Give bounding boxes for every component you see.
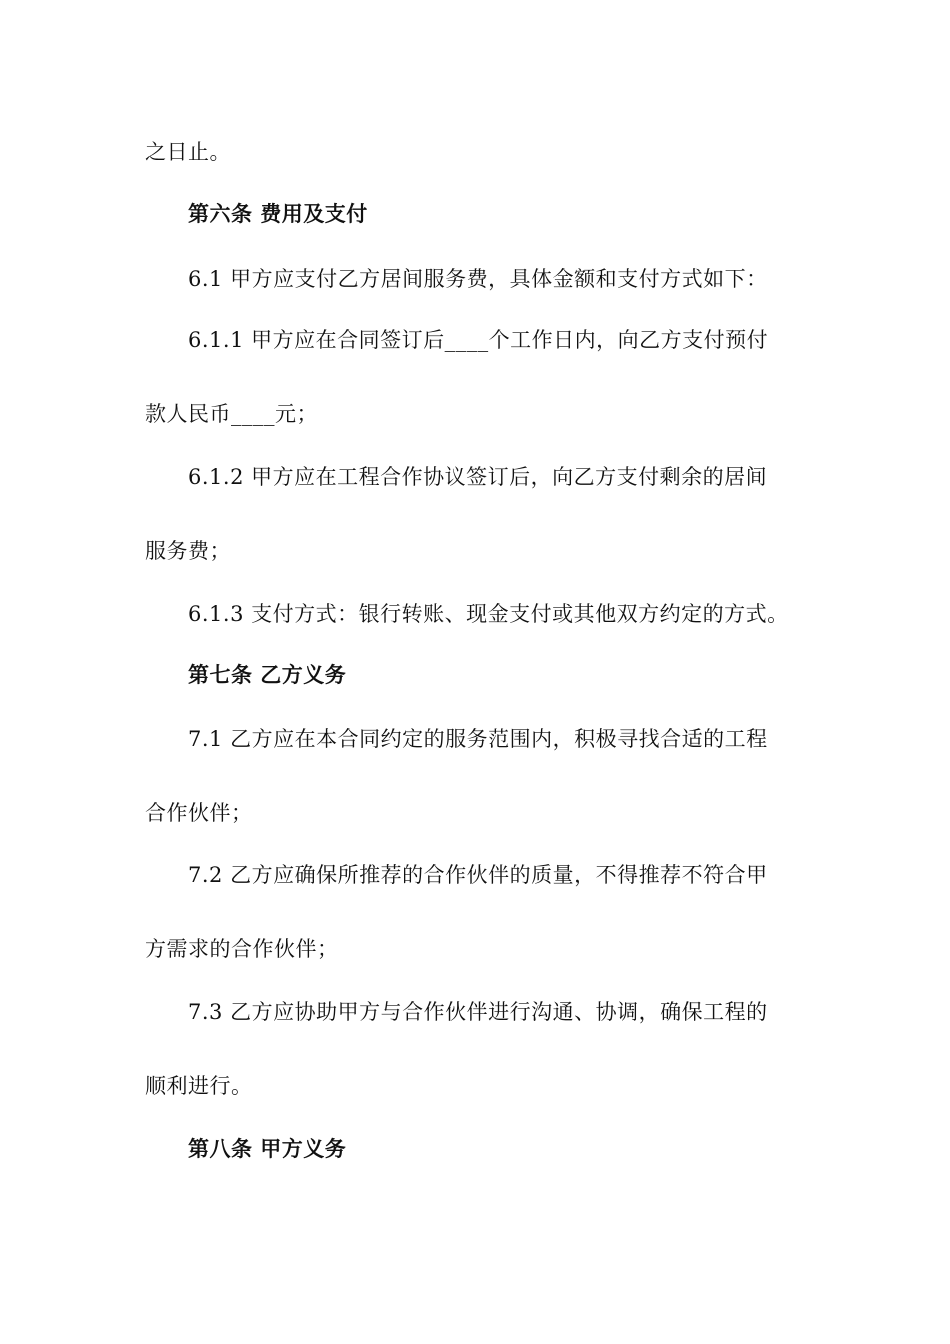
clause-6-1-1-cont: 款人民币____元； [145,402,318,426]
clause-7-2-cont: 方需求的合作伙伴； [145,937,339,961]
clause-6-1-2: 6.1.2 甲方应在工程合作协议签订后，向乙方支付剩余的居间 [188,465,768,489]
article-7-heading: 第七条 乙方义务 [188,662,347,687]
clause-6-1: 6.1 甲方应支付乙方居间服务费，具体金额和支付方式如下： [188,267,768,291]
clause-6-1-2-cont: 服务费； [145,539,231,563]
clause-7-2: 7.2 乙方应确保所推荐的合作伙伴的质量，不得推荐不符合甲 [188,863,768,887]
clause-6-1-1: 6.1.1 甲方应在合同签订后____个工作日内，向乙方支付预付 [188,328,769,352]
clause-7-1-cont: 合作伙伴； [145,801,253,825]
clause-6-1-3: 6.1.3 支付方式：银行转账、现金支付或其他双方约定的方式。 [188,602,789,626]
clause-7-3-cont: 顺利进行。 [145,1074,253,1098]
article-8-heading: 第八条 甲方义务 [188,1136,347,1161]
clause-7-1: 7.1 乙方应在本合同约定的服务范围内，积极寻找合适的工程 [188,727,768,751]
continued-text: 之日止。 [145,140,231,164]
clause-7-3: 7.3 乙方应协助甲方与合作伙伴进行沟通、协调，确保工程的 [188,1000,768,1024]
article-6-heading: 第六条 费用及支付 [188,201,368,226]
